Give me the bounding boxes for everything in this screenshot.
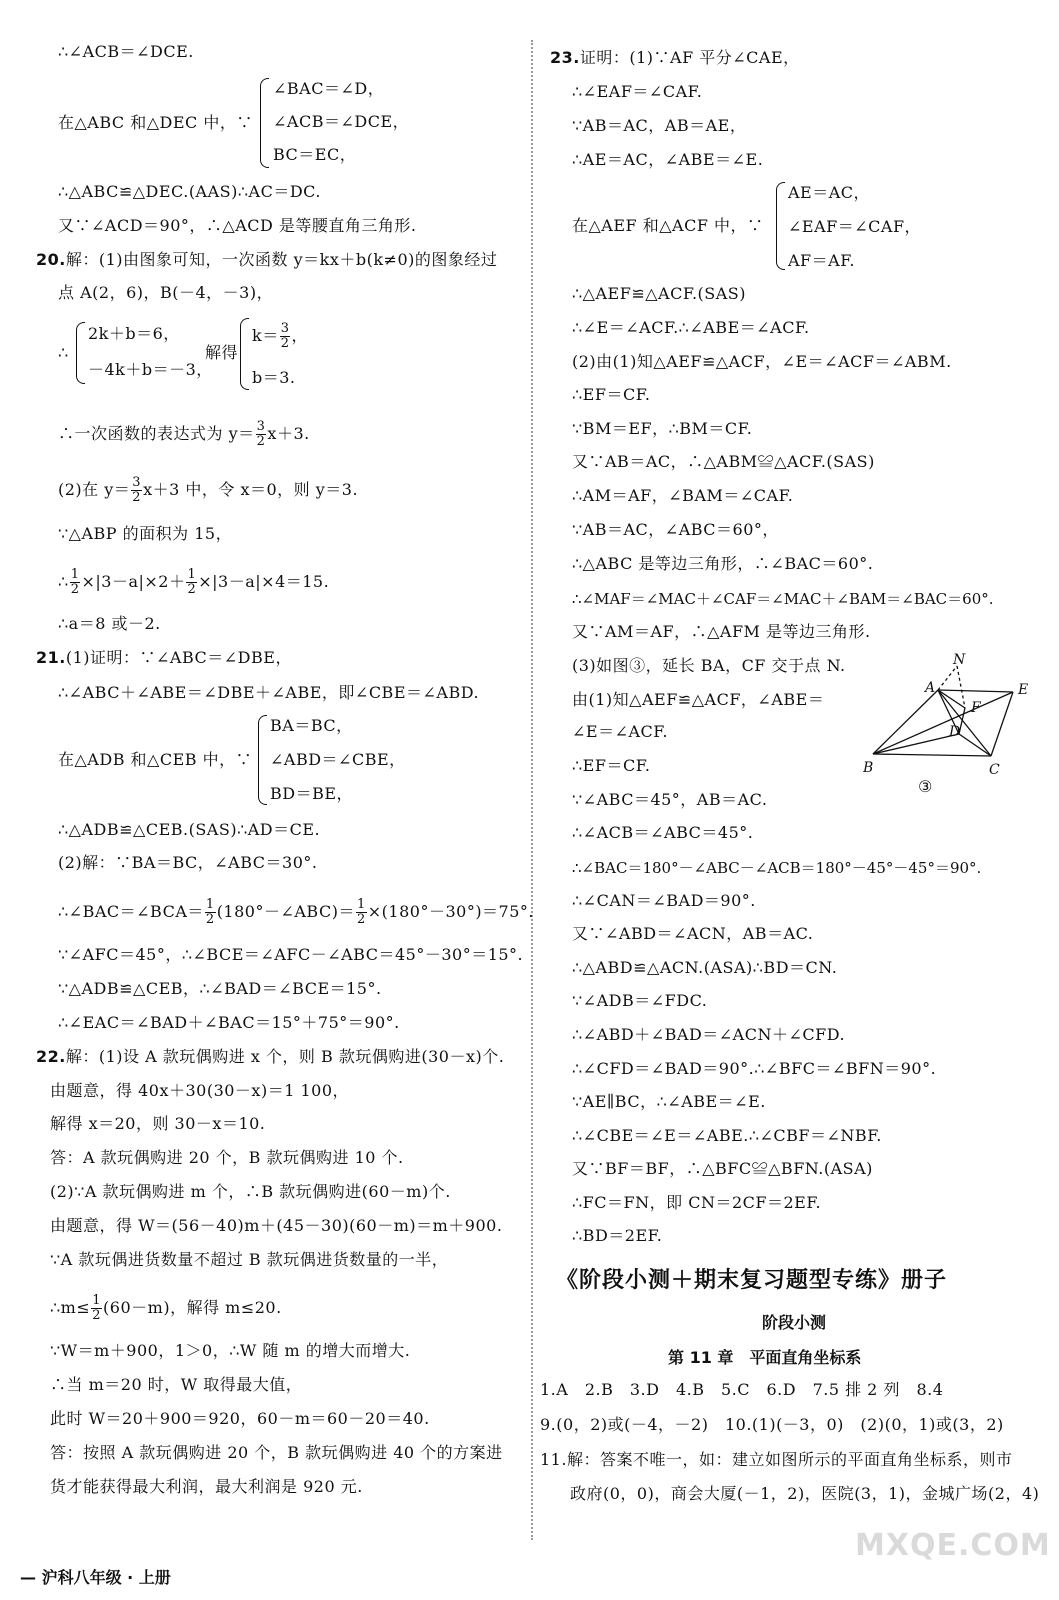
segment-dc (959, 734, 991, 756)
book-title: 《阶段小测＋期末复习题型专练》册子 (556, 1268, 948, 1293)
text-line: ∵BM＝EF，∴BM＝CF. (572, 419, 753, 438)
brace (240, 318, 249, 390)
text-line: 在△ADB 和△CEB 中，∵ (58, 750, 253, 769)
fraction: $\frac{1}{2}$ (187, 567, 197, 597)
text-line: ∴FC＝FN，即 CN＝2CF＝2EF. (572, 1193, 822, 1212)
fraction: $\frac{3}{2}$ (256, 419, 266, 449)
fraction: $\frac{1}{2}$ (70, 567, 80, 597)
text-line: 点 A(2，6)，B(－4，－3)， (58, 283, 274, 302)
text-line: ∴∠BAC＝180°－∠ABC－∠ACB＝180°－45°－45°＝90°. (572, 859, 982, 877)
text-line: (2)解：∵BA＝BC，∠ABC＝30°. (58, 853, 318, 872)
text-line: ∴当 m＝20 时，W 取得最大值， (50, 1375, 303, 1394)
text-line: ∴一次函数的表达式为 y＝ $\frac{3}{2}$ x＋3. (58, 419, 310, 449)
text-line: ∴m≤ $\frac{1}{2}$ (60－m)，解得 m≤20. (50, 1293, 282, 1323)
text-line: 答：A 款玩偶购进 20 个，B 款玩偶购进 10 个. (50, 1148, 404, 1167)
text-line: ∵AB＝AC，∠ABC＝60°， (572, 520, 779, 539)
text-line: 此时 W＝20＋900＝920，60－m＝60－20＝40. (50, 1409, 430, 1428)
segment-bc (873, 754, 991, 756)
question-20 (36, 250, 497, 270)
answer-line: 11.解：答案不唯一，如：建立如图所示的平面直角坐标系，则市 (540, 1450, 1013, 1469)
text-line: ∴∠ACB＝∠DCE. (58, 42, 194, 61)
text-line: 由(1)知△AEF≌△ACF，∠ABE＝ (572, 690, 825, 709)
answer-line: 9.(0，2)或(－4，－2) 10.(1)(－3，0) (2)(0，1)或(3，2) (540, 1415, 1004, 1434)
question-21: 21.(1)证明：∵∠ABC＝∠DBE， (36, 648, 292, 667)
question-22: 22.解：(1)设 A 款玩偶购进 x 个，则 B 款玩偶购进(30－x)个. (36, 1047, 505, 1066)
text-line: 又∵∠ABD＝∠ACN，AB＝AC. (572, 924, 814, 943)
text-line: ∴∠MAF＝∠MAC＋∠CAF＝∠MAC＋∠BAM＝∠BAC＝60°. (572, 590, 994, 608)
system-line: ∠ACB＝∠DCE， (273, 112, 410, 131)
text-line: ∴∠ACB＝∠ABC＝45°. (572, 823, 754, 842)
system-line: －4k＋b＝－3， (88, 360, 213, 379)
segment-ce (991, 692, 1013, 756)
text-line: (2)∵A 款玩偶购进 m 个，∴B 款玩偶购进(60－m)个. (50, 1182, 451, 1201)
answer-line: 1.A 2.B 3.D 4.B 5.C 6.D 7.5 排 2 列 8.4 (540, 1380, 944, 1399)
text-line: ∵AB＝AC，AB＝AE， (572, 116, 747, 135)
text-line: ∴∠BAC＝∠BCA＝ $\frac{1}{2}$ (180°－∠ABC)＝ $\frac{1}{2}$ ×(180°－30°)＝75°. (58, 897, 535, 927)
text-line: ∴∠CAN＝∠BAD＝90°. (572, 891, 756, 910)
text-line: 由题意，得 40x＋30(30－x)＝1 100， (50, 1081, 350, 1100)
segment-bd (873, 734, 959, 754)
text-line: 又∵AB＝AC，∴△ABM≌△ACF.(SAS) (572, 452, 875, 471)
text-line: ∴△ABD≌△ACN.(ASA)∴BD＝CN. (572, 958, 838, 977)
text-line: ∵∠ABC＝45°，AB＝AC. (572, 790, 768, 809)
text-line: 解得 (205, 343, 239, 362)
text-line: ∴∠CFD＝∠BAD＝90°.∴∠BFC＝∠BFN＝90°. (572, 1059, 937, 1078)
system-line: 2k＋b＝6， (88, 324, 180, 343)
text-line: 货才能获得最大利润，最大利润是 920 元. (50, 1477, 363, 1496)
text-line: 又∵AM＝AF，∴△AFM 是等边三角形. (572, 622, 871, 641)
point-label-a: A (925, 680, 936, 696)
system-line: b＝3. (252, 368, 296, 387)
text-line: ∵∠ADB＝∠FDC. (572, 991, 708, 1010)
point-label-e: E (1018, 682, 1029, 698)
chapter-heading: 第 11 章 平面直角坐标系 (668, 1348, 862, 1367)
text-line: ∴ (58, 343, 69, 362)
text-line: 由题意，得 W＝(56－40)m＋(45－30)(60－m)＝m＋900. (50, 1216, 503, 1235)
text-line: ∠E＝∠ACF. (572, 722, 668, 741)
system-line: BA＝BC， (270, 716, 353, 735)
fraction: $\frac{1}{2}$ (205, 897, 215, 927)
text-line: (2)由(1)知△AEF≌△ACF，∠E＝∠ACF＝∠ABM. (572, 352, 952, 371)
segment-nf-dashed (957, 666, 965, 708)
segment-ac (938, 690, 991, 756)
question-23: 23.证明：(1)∵AF 平分∠CAE， (550, 48, 800, 67)
segment-an-dashed (938, 666, 957, 690)
section-heading: 阶段小测 (762, 1313, 827, 1332)
point-label-b: B (863, 760, 874, 776)
text-line: 答：按照 A 款玩偶购进 20 个，B 款玩偶购进 40 个的方案进 (50, 1443, 503, 1462)
brace (776, 182, 785, 270)
system-line: ∠EAF＝∠CAF， (788, 217, 922, 236)
system-line: BC＝EC， (273, 145, 357, 164)
fraction: $\frac{1}{2}$ (356, 897, 366, 927)
text-line: ∴∠EAC＝∠BAD＋∠BAC＝15°＋75°＝90°. (58, 1013, 400, 1032)
point-label-d: D (949, 724, 961, 740)
text-line: ∴∠E＝∠ACF.∴∠ABE＝∠ACF. (572, 318, 810, 337)
text-line: ∴EF＝CF. (572, 756, 651, 775)
text-line: ∴a＝8 或－2. (58, 614, 161, 633)
text-line: 在△ABC 和△DEC 中，∵ (58, 113, 253, 132)
system-line: AE＝AC， (788, 183, 871, 202)
question-number: 23. (550, 48, 580, 67)
text-line: ∴△ABC 是等边三角形，∴∠BAC＝60°. (572, 554, 874, 573)
question-number: 20. (36, 250, 66, 269)
figure-caption: ③ (918, 777, 933, 796)
system-line: k＝ $\frac{3}{2}$ ， (252, 321, 308, 351)
watermark: MXQE.COM (855, 1528, 1051, 1563)
text-line: ∴△AEF≌△ACF.(SAS) (572, 284, 746, 303)
text-line: ∴∠EAF＝∠CAF. (572, 82, 703, 101)
point-label-f: F (971, 700, 981, 716)
text-line: (2)在 y＝ $\frac{3}{2}$ x＋3 中，令 x＝0，则 y＝3. (58, 475, 359, 505)
text-line: ∴AE＝AC，∠ABE＝∠E. (572, 150, 764, 169)
text-line: ∴∠ABC＋∠ABE＝∠DBE＋∠ABE，即∠CBE＝∠ABD. (58, 683, 480, 702)
text-line: ∴EF＝CF. (572, 385, 651, 404)
text-line: 又∵∠ACD＝90°，∴△ACD 是等腰直角三角形. (58, 216, 417, 235)
text-line: ∴△ABC≌△DEC.(AAS)∴AC＝DC. (58, 182, 321, 201)
system-line: ∠BAC＝∠D， (273, 79, 385, 98)
brace (258, 715, 267, 805)
text-line: ∵△ABP 的面积为 15， (58, 524, 233, 543)
question-number: 21. (36, 648, 66, 667)
point-label-n: N (953, 652, 966, 668)
text-line: ∴∠ABD＋∠BAD＝∠ACN＋∠CFD. (572, 1025, 846, 1044)
system-line: AF＝AF. (788, 251, 855, 270)
page-footer: — 沪科八年级 · 上册 (20, 1568, 171, 1587)
fraction: $\frac{3}{2}$ (132, 475, 142, 505)
text-line: ∵AE∥BC，∴∠ABE＝∠E. (572, 1092, 766, 1111)
text: 解：(1)由图象可知，一次函数 y＝kx＋b(k≠0)的图象经过 (65, 250, 498, 269)
answer-line: 政府(0，0)，商会大厦(－1，2)，医院(3，1)，金城广场(2，4) (570, 1484, 1040, 1503)
text-line: ∵∠AFC＝45°，∴∠BCE＝∠AFC－∠ABC＝45°－30°＝15°. (58, 945, 524, 964)
text-line: ∵△ADB≌△CEB，∴∠BAD＝∠BCE＝15°. (58, 979, 382, 998)
fraction: $\frac{3}{2}$ (280, 321, 290, 351)
text-line: 解得 x＝20，则 30－x＝10. (50, 1114, 266, 1133)
text-line: ∴∠CBE＝∠E＝∠ABE.∴∠CBF＝∠NBF. (572, 1126, 882, 1145)
fraction: $\frac{1}{2}$ (92, 1293, 102, 1323)
text-line: 又∵BF＝BF，∴△BFC≌△BFN.(ASA) (572, 1159, 873, 1178)
system-line: BD＝BE， (270, 784, 354, 803)
question-number: 22. (36, 1047, 66, 1066)
geometry-figure (863, 652, 1059, 800)
brace (260, 78, 269, 168)
text-line: 在△AEF 和△ACF 中，∵ (572, 216, 764, 235)
text-line: ∴BD＝2EF. (572, 1226, 663, 1245)
text-line: ∴ $\frac{1}{2}$ ×|3－a|×2＋ $\frac{1}{2}$ ×|3－a|×4＝15. (58, 567, 330, 597)
text-line: ∵A 款玩偶进货数量不超过 B 款玩偶进货数量的一半， (50, 1250, 449, 1269)
text-line: ∵W＝m＋900，1＞0，∴W 随 m 的增大而增大. (50, 1341, 411, 1360)
text-line: ∴△ADB≌△CEB.(SAS)∴AD＝CE. (58, 820, 321, 839)
segment-ae (938, 690, 1013, 692)
text-line: (3)如图③，延长 BA，CF 交于点 N. (572, 656, 846, 675)
brace (76, 322, 85, 384)
column-divider (531, 40, 533, 1540)
text-line: ∴AM＝AF，∠BAM＝∠CAF. (572, 486, 794, 505)
segment-ba (873, 690, 938, 754)
system-line: ∠ABD＝∠CBE， (270, 750, 406, 769)
point-label-c: C (989, 762, 1000, 778)
